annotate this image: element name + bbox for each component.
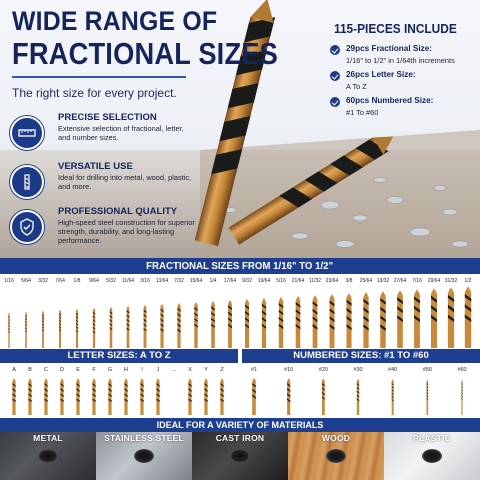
numbered-bit [252,378,256,415]
drill-bit-icon [10,165,44,199]
letter-bit [140,378,143,415]
feature-versatile-use [10,161,200,211]
fractional-sizes-banner-text: FRACTIONAL SIZES FROM 1/16" TO 1/2" [146,260,334,272]
fractional-size-label: 11/64 [121,278,135,284]
fractional-bit [177,303,180,348]
fractional-bit [211,301,215,348]
material-plastic [384,432,480,480]
letter-size-label: ... [171,367,177,373]
letter-bit [156,378,159,415]
headline-line-2: FRACTIONAL SIZES [12,36,279,71]
pieces-item-title: 29pcs Fractional Size: [346,44,433,53]
pieces-title: 115-PIECES INCLUDE [334,22,457,36]
letter-size-label: Z [220,367,224,373]
material-metal [0,432,96,480]
fractional-labels [0,278,480,288]
letter-bit [108,378,111,415]
feature-text: High-speed steel construction for superior strength, durability, and long-lasting performance. [58,218,195,245]
letter-bit [60,378,63,415]
pieces-item-numbered [330,96,480,126]
fractional-bit [279,297,283,348]
fractional-bit [144,305,147,348]
material-label: PLASTIC [413,433,451,443]
letter-size-label: G [107,367,113,373]
numbered-bit [287,378,290,415]
fractional-size-label: 29/64 [427,278,441,284]
fractional-bit [42,311,44,348]
fractional-size-label: 1/4 [209,278,217,284]
letter-bit [92,378,95,415]
letter-size-label: E [76,367,80,373]
pieces-item-title: 60pcs Numbered Size: [346,96,434,105]
letter-size-label: I [141,367,143,373]
fractional-size-label: 5/64 [21,278,31,284]
materials-banner: IDEAL FOR A VARIETY OF MATERIALS [0,418,480,432]
letter-size-label: J [156,367,160,373]
check-icon [330,97,340,107]
headline-line-1: WIDE RANGE OF [12,6,218,36]
letter-sizes-banner: LETTER SIZES: A TO Z [0,349,238,363]
fractional-size-label: 3/16 [140,278,150,284]
materials-row [0,432,480,480]
fractional-size-label: 1/8 [73,278,81,284]
letter-bit [28,378,31,415]
feature-professional-quality [10,206,200,256]
fractional-size-label: 23/64 [325,278,339,284]
headline-divider [12,76,186,78]
fractional-bit [228,300,232,348]
fractional-size-label: 1/16 [4,278,14,284]
fractional-bit [414,289,420,348]
numbered-bit [427,380,429,415]
fractional-bit [76,309,78,348]
fractional-bit [127,306,130,348]
material-label: STAINLESS STEEL [104,433,184,443]
letter-size-label: A [12,367,16,373]
fractional-bit [25,312,27,348]
numbered-size-label: #40 [388,367,398,373]
feature-title: VERSATILE USE [58,161,133,172]
feature-precise-selection [10,112,200,162]
drilled-hole [38,449,58,463]
drilled-hole [230,449,250,463]
fractional-sizes-banner [0,258,480,274]
fractional-size-label: 31/32 [444,278,458,284]
letter-size-label: Y [204,367,208,373]
numbered-size-label: #20 [318,367,328,373]
pieces-item-sub: 1/16" to 1/2" in 1/64th increments [346,56,455,65]
material-label: METAL [33,433,63,443]
fractional-size-label: 3/32 [38,278,48,284]
fractional-size-label: 27/64 [393,278,407,284]
fractional-size-label: 13/64 [155,278,169,284]
fractional-size-label: 15/64 [189,278,203,284]
material-label: WOOD [321,433,351,443]
drilled-hole [422,449,442,463]
letter-bit [220,378,223,415]
fractional-bit [245,299,249,348]
numbered-size-label: #10 [284,367,294,373]
numbered-bit [392,379,394,415]
fractional-size-label: 11/32 [308,278,322,284]
shield-check-icon [10,210,44,244]
material-label: CAST IRON [215,433,265,443]
fractional-bit [448,287,454,348]
fractional-size-label: 1/2 [464,278,472,284]
letter-size-label: D [60,367,64,373]
fractional-bit [346,293,351,348]
fractional-bit [110,307,113,348]
numbered-size-label: #60 [457,367,467,373]
letter-bit [188,378,191,415]
feature-text: Ideal for drilling into metal, wood, plastic, and more. [58,173,192,191]
check-icon [330,71,340,81]
fractional-size-label: 3/8 [345,278,353,284]
fractional-bit [59,310,61,348]
fractional-sizes-row [0,274,480,350]
letter-size-label: B [28,367,32,373]
fractional-size-label: 7/32 [174,278,184,284]
letter-size-label: C [44,367,48,373]
numbered-sizes-banner: NUMBERED SIZES: #1 TO #60 [242,349,480,363]
numbered-size-label: #30 [353,367,363,373]
pieces-item-sub: #1 To #60 [346,108,379,117]
fractional-bit [262,298,266,348]
fractional-size-label: 25/64 [359,278,373,284]
letter-bit [12,378,15,415]
fractional-size-label: 9/32 [242,278,252,284]
fractional-bit [397,290,403,348]
pieces-item-title: 26pcs Letter Size: [346,70,416,79]
letter-size-label: H [124,367,128,373]
numbered-bit [461,380,462,415]
fractional-bit [93,308,95,348]
fractional-bit [296,296,301,348]
fractional-size-label: 9/64 [89,278,99,284]
numbered-bit [357,379,359,415]
fractional-size-label: 7/16 [412,278,422,284]
fractional-bit [194,302,197,348]
fractional-bit [363,292,368,348]
tagline: The right size for every project. [12,86,177,100]
fractional-size-label: 5/16 [276,278,286,284]
fractional-bit [313,295,318,348]
fractional-size-label: 21/64 [291,278,305,284]
check-icon [330,45,340,55]
letter-bit [204,378,207,415]
numbered-size-label: #1 [251,367,257,373]
fractional-size-label: 13/32 [376,278,390,284]
fractional-bit [465,286,471,348]
fractional-bit [160,304,163,348]
letter-size-label: F [92,367,96,373]
fractional-size-label: 17/64 [223,278,237,284]
fractional-size-label: 19/64 [257,278,271,284]
fractional-bit [380,291,385,348]
letter-bit [76,378,79,415]
fractional-bit [8,313,9,348]
letter-bit [44,378,47,415]
fractional-bit [330,294,335,348]
material-wood [288,432,384,480]
letter-bit [124,378,127,415]
pieces-item-sub: A To Z [346,82,367,91]
feature-title: PRECISE SELECTION [58,112,157,123]
fractional-size-label: 7/64 [55,278,65,284]
section-divider [238,349,242,417]
numbered-bit [322,378,325,415]
fractional-size-label: 5/32 [106,278,116,284]
drilled-hole [134,449,154,463]
letter-size-label: X [188,367,192,373]
material-cast-iron [192,432,288,480]
fractional-bit [431,288,437,348]
ruler-icon [10,116,44,150]
feature-text: Extensive selection of fractional, letter, and number sizes. [58,124,184,142]
material-stainless-steel [96,432,192,480]
numbered-size-label: #50 [422,367,432,373]
feature-title: PROFESSIONAL QUALITY [58,206,178,217]
drilled-hole [326,449,346,463]
